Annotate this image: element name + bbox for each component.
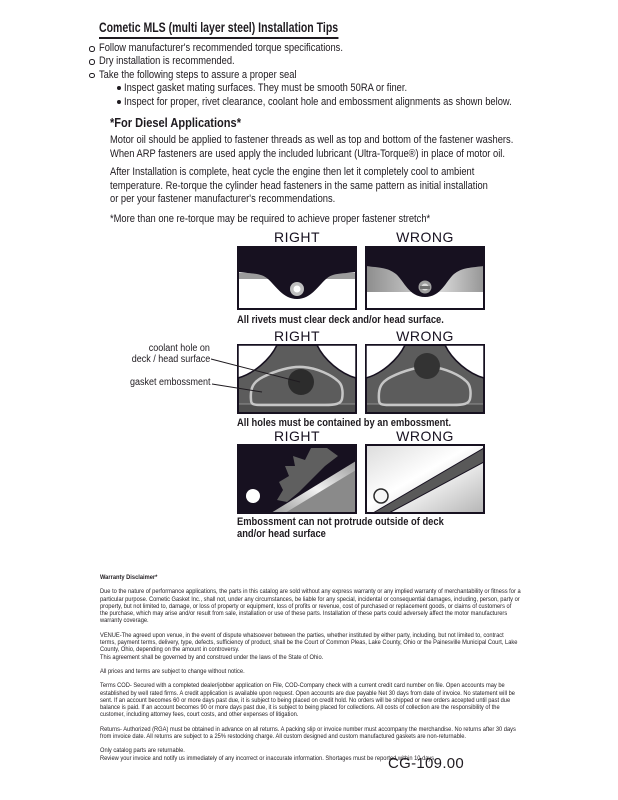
governing-law-paragraph: This agreement shall be governed by and construed under the laws of the State of Ohio.	[100, 653, 324, 661]
list-item: Take the following steps to assure a proper seal	[89, 69, 580, 82]
review-invoice-paragraph: Review your invoice and notify us immediately of any incorrect or inaccurate information. Shortages must be reported within 10 days.	[100, 754, 436, 762]
warranty-disclaimer-heading: Warranty Disclaimer*	[100, 574, 158, 581]
coolant-hole-right-diagram	[237, 344, 357, 414]
filled-bullet-icon	[117, 86, 121, 90]
terms-paragraph: Terms COD- Secured with a completed dealer/jobber application on File, COD-Company check with a current credit card number on file. Open accounts may be established by well rated firms. A credit application is available upon request. Open accounts are due payable Net 30 days from date of invoice. No statement will be sent. If an account becomes 60 or more days past due, it is subject to being placed on credit hold. No orders will be shipped or new orders accepted until past due balance is paid. If an account becomes 90 or more days past due, it is subject to being placed for collections. All costs of collection are the responsibility of the customer, including attorney fees, court costs, and other expenses of litigation.	[100, 682, 515, 719]
diesel-paragraph-2: After Installation is complete, heat cycle the engine then let it completely cool to ambient temperature. Re-torque the cylinder head fasteners in the same pattern as initial installation or per your fastener manufacturer's recommendations.	[110, 166, 488, 206]
embossment-caption: Embossment can not protrude outside of deck and/or head surface	[237, 516, 444, 540]
diesel-paragraph-1: Motor oil should be applied to fastener threads as well as top and bottom of the fastener washers. When ARP fasteners are used apply the included lubricant (Ultra-Torque®) in place of motor oil.	[110, 134, 514, 160]
coolant-hole-wrong-diagram	[365, 344, 485, 414]
gasket-embossment-label: gasket embossment	[129, 377, 210, 388]
rivet-right-diagram	[237, 246, 357, 310]
sub-list-item: Inspect for proper, rivet clearance, coolant hole and embossment alignments as shown below.	[117, 96, 580, 109]
wrong-label: WRONG	[396, 428, 454, 444]
list-item: Follow manufacturer's recommended torque specifications.	[89, 42, 580, 55]
page-title: Cometic MLS (multi layer steel) Installation Tips	[99, 20, 406, 39]
venue-paragraph: VENUE-The agreed upon venue, in the event of dispute whatsoever between the parties, whether instituted by either party, including, but not limited to, contract terms, payment terms, delivery, type, defects, sufficiency of product, shall be the Court of Common Pleas, Lake County, Ohio or the Painesville Municipal Court, Lake County, Ohio, depending on the amount in controversy.	[100, 631, 518, 654]
prices-paragraph: All prices and terms are subject to change without notice.	[100, 667, 245, 675]
open-bullet-icon	[89, 46, 95, 52]
rivet-caption: All rivets must clear deck and/or head surface.	[237, 314, 444, 326]
document-code: CG-109.00	[388, 755, 465, 772]
warranty-paragraph: Due to the nature of performance applications, the parts in this catalog are sold without any express warranty or any implied warranty of merchantability or fitness for a particular purpose. Cometic Gasket Inc., shall not, under any circumstances, be liable for any special, incidental or consequential damages, including, person, party or property, but not limited to, damage, or loss of property or equipment, loss of profits or revenue, cost of purchased or replacement goods, or claims of customers of the purchase, which may arise and/or result from sale, installation or use of these parts. Installation of these parts could adversely affect the motor manufacturers warranty coverage.	[100, 588, 521, 625]
coolant-hole-label: coolant hole on deck / head surface	[131, 343, 210, 365]
returns-paragraph: Returns- Authorized (RGA) must be obtained in advance on all returns. A packing slip or invoice number must accompany the merchandise. No returns after 30 days from invoice date. All returns are subject to a 25% restocking charge. All custom designed and custom manufactured gaskets are non-returnable.	[100, 725, 516, 741]
open-bullet-icon	[89, 59, 95, 65]
right-label: RIGHT	[273, 328, 321, 344]
wrong-label: WRONG	[396, 328, 454, 344]
holes-caption: All holes must be contained by an embossment.	[237, 417, 452, 429]
catalog-parts-paragraph: Only catalog parts are returnable.	[100, 747, 185, 755]
embossment-wrong-diagram	[365, 444, 485, 514]
rivet-wrong-diagram	[365, 246, 485, 310]
retorque-note: *More than one re-torque may be required to achieve proper fastener stretch*	[110, 213, 431, 225]
list-item: Dry installation is recommended.	[89, 55, 580, 68]
wrong-label: WRONG	[396, 229, 454, 245]
embossment-right-diagram	[237, 444, 357, 514]
right-label: RIGHT	[273, 229, 321, 245]
diesel-heading: *For Diesel Applications*	[110, 115, 241, 130]
installation-tips-list	[89, 42, 580, 109]
open-bullet-icon	[89, 73, 95, 79]
sub-list-item: Inspect gasket mating surfaces. They must be smooth 50RA or finer.	[117, 82, 580, 95]
legal-section	[100, 574, 521, 762]
filled-bullet-icon	[117, 100, 121, 104]
right-label: RIGHT	[273, 428, 321, 444]
